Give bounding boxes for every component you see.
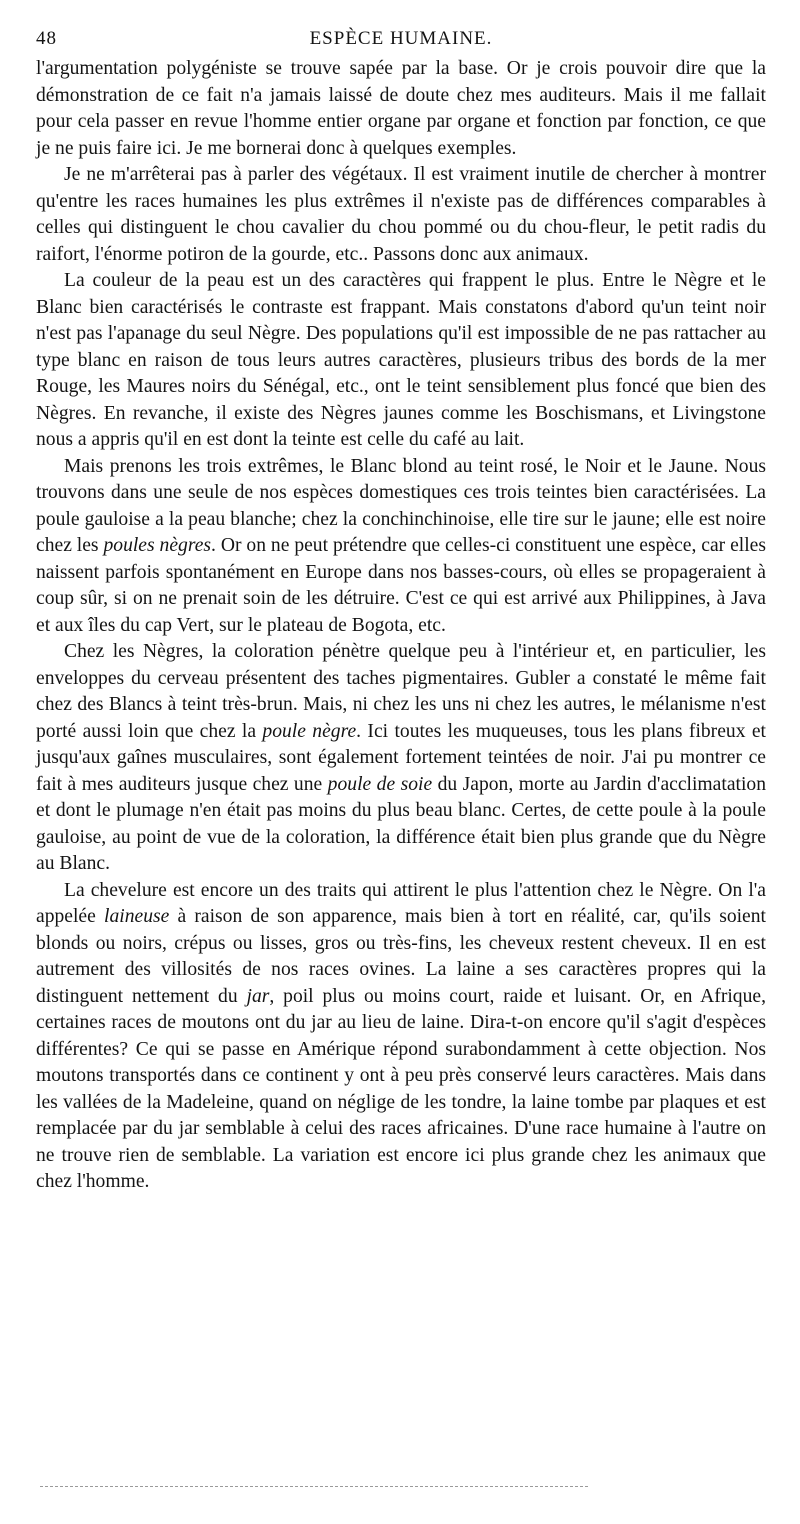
italic-term: jar	[246, 985, 270, 1007]
paragraph	[36, 878, 766, 1196]
text-run: Je ne m'arrêterai pas à parler des végétaux. Il est vraiment inutile de chercher à montrer qu'entre les races humaines les plus extrêmes il n'existe pas de différences comparables à celles qui distinguent le chou cavalier du chou pommé ou du chou-fleur, le petit radis du raifort, l'énorme potiron de la gourde, etc.. Passons donc aux animaux.	[36, 164, 766, 265]
text-run: Mais prenons les trois extrêmes, le Blanc blond au teint rosé, le Noir et le Jaune. Nous trouvons dans une seule de nos espèces domestiques ces trois teintes bien caractérisées. La poule gauloise a la peau blanche; chez la conchinchinoise, elle tire sur le jaune; elle est noire chez les	[36, 455, 766, 556]
footer-rule	[40, 1486, 588, 1487]
italic-term: poule de soie	[327, 773, 433, 795]
text-run: Chez les Nègres, la coloration pénètre quelque peu à l'intérieur et, en particulier, les enveloppes du cerveau présentent des taches pigmentaires. Gubler a constaté le même fait chez des Blancs à teint très-brun. Mais, ni chez les uns ni chez les autres, le mélanisme n'est porté aussi loin que chez la	[36, 641, 766, 742]
paragraph	[36, 162, 766, 268]
italic-term: poule nègre	[262, 720, 357, 742]
italic-term: laineuse	[104, 906, 170, 927]
paragraph	[36, 454, 766, 640]
italic-term: poules nègres	[103, 535, 212, 556]
paragraph	[36, 639, 766, 878]
text-run: . Or on ne peut prétendre que celles-ci constituent une espèce, car elles naissent parfois spontanément en Europe dans nos basses-cours, où elles se propageraient à coup sûr, si on ne prenait soin de les détruire. C'est ce qui est arrivé aux Philippines, à Java et aux îles du cap Vert, sur le plateau de Bogota, etc.	[36, 535, 766, 636]
text-run: l'argumentation polygéniste se trouve sapée par la base. Or je crois pouvoir dire que la démonstration de ce fait n'a jamais laissé de doute chez mes auditeurs. Mais il me fallait pour cela passer en revue l'homme entier organe par organe et fonction par fonction, ce que je ne puis faire ici. Je me bornerai donc à quelques exemples.	[36, 58, 766, 159]
page-header	[36, 26, 766, 56]
paragraph	[36, 56, 766, 162]
text-run: La couleur de la peau est un des caractères qui frappent le plus. Entre le Nègre et le Blanc bien caractérisés le contraste est frappant. Mais constatons d'abord qu'un teint noir n'est pas l'apanage du seul Nègre. Des populations qu'il est impossible de ne pas rattacher au type blanc en raison de tous leurs autres caractères, plusieurs tribus des bords de la mer Rouge, les Maures noirs du Sénégal, etc., ont le teint sensiblement plus foncé que bien des Nègres. En revanche, il existe des Nègres jaunes comme les Boschismans, et Livingstone nous a appris qu'il en est dont la teinte est celle du café au lait.	[36, 270, 766, 450]
text-run: du Japon, morte au Jardin d'acclimatation et dont le plumage n'en était pas moins du plus beau blanc. Certes, de cette poule à la poule gauloise, au point de vue de la coloration, la différence était bien plus grande que du Nègre au Blanc.	[36, 773, 766, 874]
body-text	[36, 56, 766, 1196]
paragraph	[36, 268, 766, 454]
book-page	[36, 26, 766, 1196]
text-run: . Ici toutes les muqueuses, tous les plans fibreux et jusqu'aux gaînes musculaires, sont également fortement teintées de noir. J'ai pu montrer ce fait à mes auditeurs jusque chez une	[36, 720, 766, 795]
page-number: 48	[36, 28, 57, 49]
running-title: ESPÈCE HUMAINE.	[309, 28, 493, 49]
text-run: à raison de son apparence, mais bien à tort en réalité, car, qu'ils soient blonds ou noirs, crépus ou lisses, gros ou très-fins, les cheveux restent cheveux. Il en est autrement des villosités de nos races ovines. La laine a ses caractères propres qui la distinguent nettement du	[36, 906, 766, 1007]
text-run: La chevelure est encore un des traits qui attirent le plus l'attention chez le Nègre. On l'a appelée	[36, 879, 766, 927]
text-run: , poil plus ou moins court, raide et luisant. Or, en Afrique, certaines races de moutons ont du jar au lieu de laine. Dira-t-on encore qu'il s'agit d'espèces différentes? Ce qui se passe en Amérique répond surabondamment à cette objection. Nos moutons transportés dans ce continent y ont à peu près conservé leurs caractères. Mais dans les vallées de la Madeleine, quand on néglige de les tondre, la laine tombe par plaques et est remplacée par du jar semblable à celui des races africaines. D'une race humaine à l'autre on ne trouve rien de semblable. La variation est encore ici plus grande chez les animaux que chez l'homme.	[36, 985, 766, 1192]
